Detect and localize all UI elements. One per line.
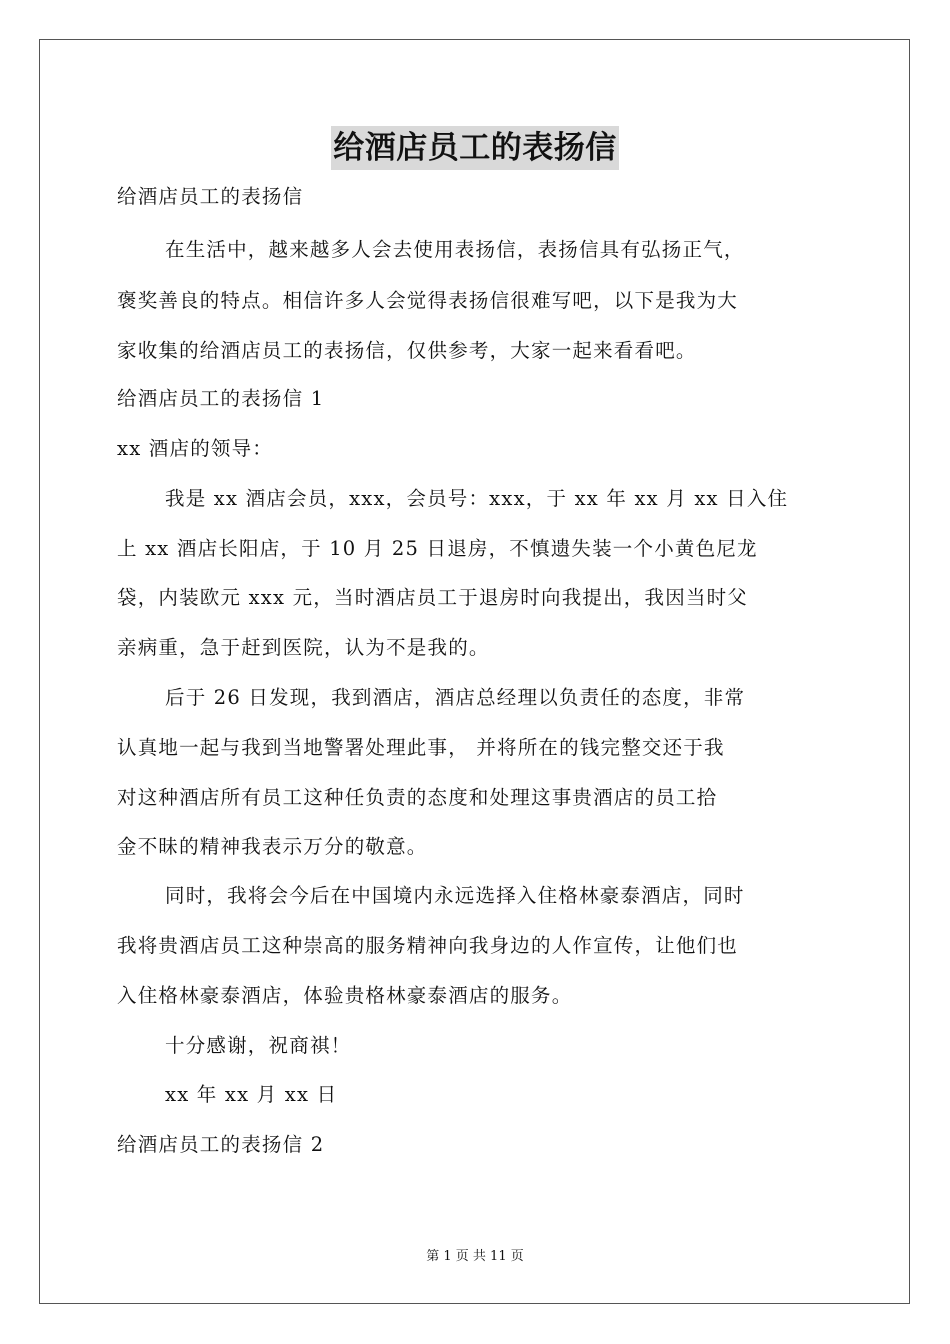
paragraph-line: 对这种酒店所有员工这种任负责的态度和处理这事贵酒店的员工拾 bbox=[117, 786, 718, 809]
paragraph-line: 金不昧的精神我表示万分的敬意。 bbox=[117, 835, 428, 858]
paragraph-line: 亲病重，急于赶到医院，认为不是我的。 bbox=[117, 636, 490, 659]
section-heading-2: 给酒店员工的表扬信 2 bbox=[117, 1133, 325, 1156]
subtitle-line: 给酒店员工的表扬信 bbox=[117, 185, 304, 208]
paragraph-line: 同时，我将会今后在中国境内永远选择入住格林豪泰酒店，同时 bbox=[165, 884, 745, 907]
paragraph-line: 我是 xx 酒店会员，xxx，会员号：xxx，于 xx 年 xx 月 xx 日入住 bbox=[165, 487, 789, 510]
page-frame bbox=[39, 39, 910, 1304]
paragraph-line: 褒奖善良的特点。相信许多人会觉得表扬信很难写吧，以下是我为大 bbox=[117, 289, 739, 312]
paragraph-line: 上 xx 酒店长阳店，于 10 月 25 日退房，不慎遗失装一个小黄色尼龙 bbox=[117, 537, 758, 560]
paragraph-line: 认真地一起与我到当地警署处理此事， 并将所在的钱完整交还于我 bbox=[117, 736, 725, 759]
section-heading-1: 给酒店员工的表扬信 1 bbox=[117, 387, 325, 410]
salutation-line: xx 酒店的领导： bbox=[117, 437, 273, 460]
paragraph-line: 袋，内装欧元 xxx 元，当时酒店员工于退房时向我提出，我因当时父 bbox=[117, 586, 748, 609]
paragraph-line: 我将贵酒店员工这种崇高的服务精神向我身边的人作宣传，让他们也 bbox=[117, 934, 739, 957]
date-line: xx 年 xx 月 xx 日 bbox=[165, 1083, 338, 1106]
paragraph-line: 后于 26 日发现，我到酒店，酒店总经理以负责任的态度，非常 bbox=[165, 686, 746, 709]
paragraph-line: 入住格林豪泰酒店，体验贵格林豪泰酒店的服务。 bbox=[117, 984, 573, 1007]
paragraph-line: 家收集的给酒店员工的表扬信，仅供参考，大家一起来看看吧。 bbox=[117, 339, 697, 362]
paragraph-line: 在生活中，越来越多人会去使用表扬信，表扬信具有弘扬正气， bbox=[165, 238, 745, 261]
title-container bbox=[0, 126, 950, 170]
closing-line: 十分感谢，祝商祺！ bbox=[165, 1034, 352, 1057]
document-title: 给酒店员工的表扬信 bbox=[331, 126, 619, 170]
page-footer: 第 1 页 共 11 页 bbox=[426, 1249, 524, 1264]
